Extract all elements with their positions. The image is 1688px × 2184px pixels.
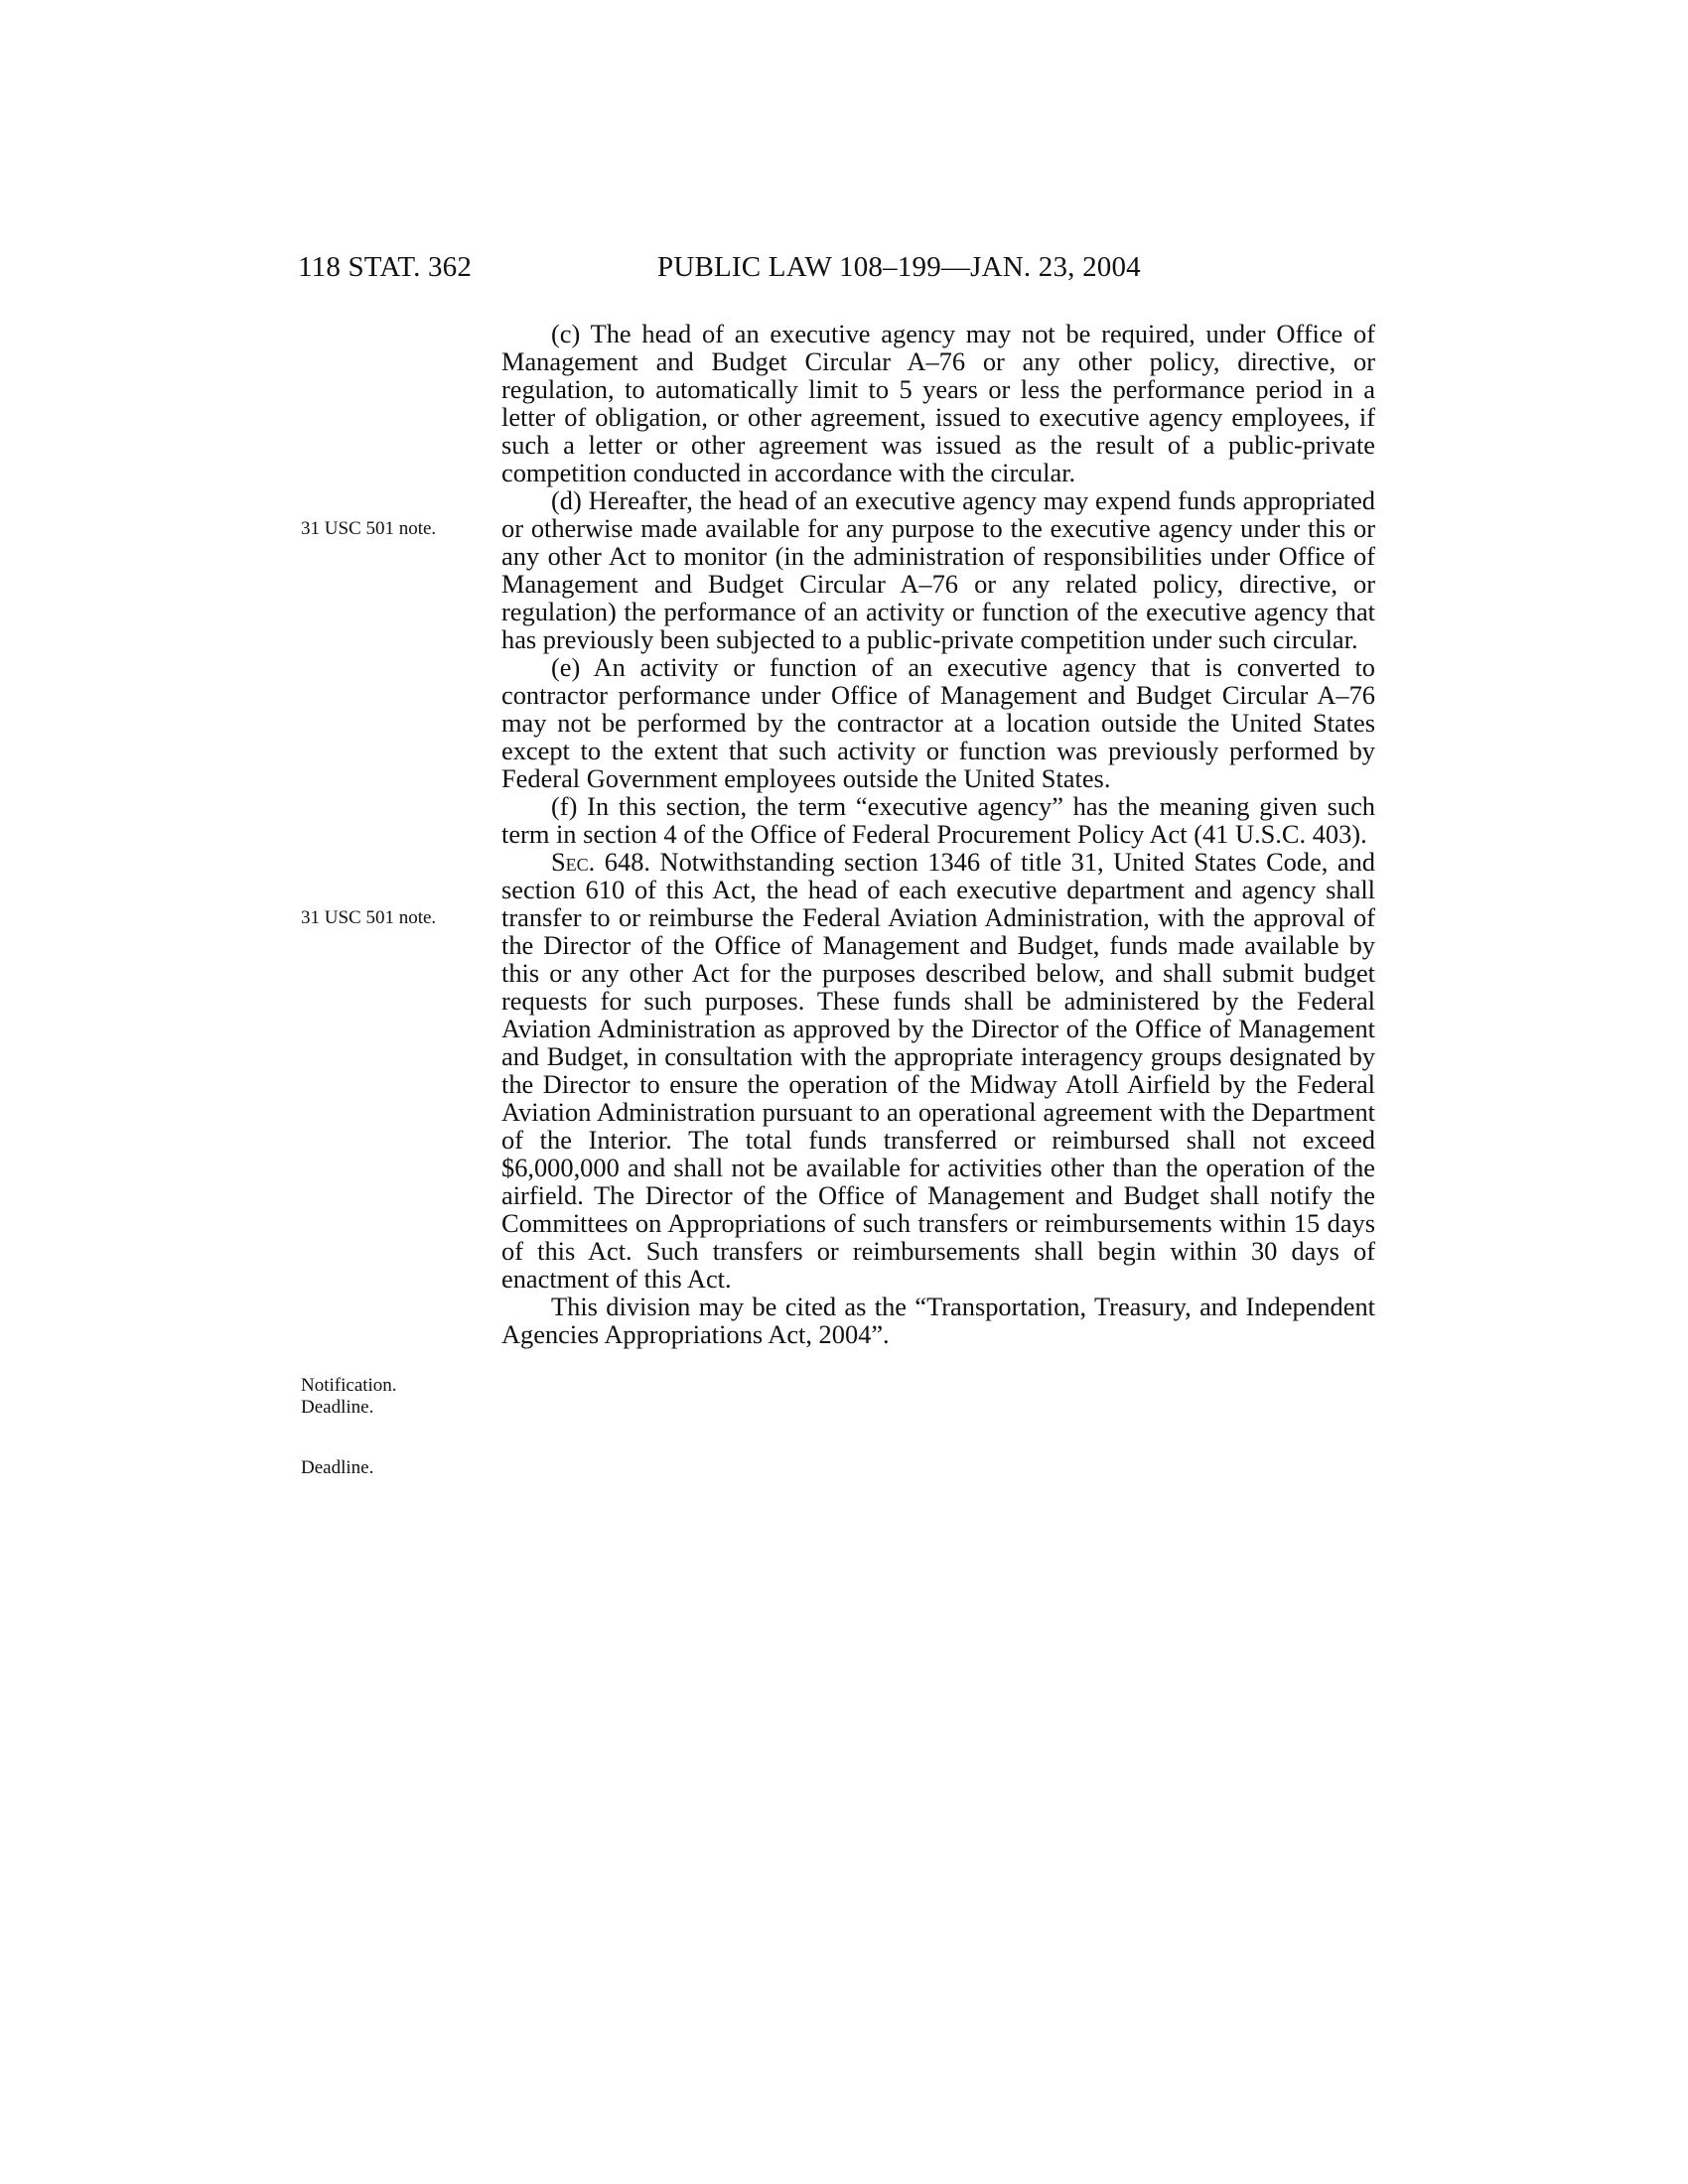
paragraph-d: (d) Hereafter, the head of an executive agency may expend funds appropriated or otherwise made available for any purpose to the executive agency under this or any other Act to monitor (in the administration of responsibilities under Office of Management and Budget Circular A–76 or any related policy, directive, or regulation) the performance of an activity or function of the executive agency that has previously been subjected to a public-private competition under such circular.: [501, 485, 1375, 654]
margin-note-notification: Notification.: [301, 1375, 397, 1396]
section-648: [501, 848, 1375, 1293]
public-law-header: PUBLIC LAW 108–199—JAN. 23, 2004: [657, 251, 1141, 283]
margin-note-deadline-2: Deadline.: [301, 1457, 374, 1478]
paragraph-f: (f) In this section, the term “executive agency” has the meaning given such term in section 4 of the Office of Federal Procurement Policy Act (41 U.S.C. 403).: [501, 791, 1375, 849]
margin-note-notification-deadline: [301, 1375, 397, 1419]
margin-note-usc-f: 31 USC 501 note.: [301, 907, 437, 928]
citation-paragraph: This division may be cited as the “Transportation, Treasury, and Independent Agencies Appropriations Act, 2004”.: [501, 1292, 1375, 1349]
section-648-label: Sec. 648.: [551, 847, 650, 877]
statute-page-number: 118 STAT. 362: [298, 251, 473, 283]
margin-note-deadline: Deadline.: [301, 1397, 374, 1418]
statute-body: [501, 320, 1375, 1348]
section-648-text: Notwithstanding section 1346 of title 31, United States Code, and section 610 of this Act, the head of each executive department and agency shall transfer to or reimburse the Federal Aviation Administration, with the approval of the Director of the Office of Management and Budget, funds made available by this or any other Act for the purposes described below, and shall submit budget requests for such purposes. These funds shall be administered by the Federal Aviation Administration as approved by the Director of the Office of Management and Budget, in consultation with the appropriate interagency groups designated by the Director to ensure the operation of the Midway Atoll Airfield by the Federal Aviation Administration pursuant to an operational agreement with the Department of the Interior. The total funds transferred or reimbursed shall not exceed $6,000,000 and shall not be available for activities other than the operation of the airfield. The Director of the Office of Management and Budget shall notify the Committees on Appropriations of such transfers or reimbursements within 15 days of this Act. Such transfers or reimbursements shall begin within 30 days of enactment of this Act.: [501, 847, 1376, 1294]
margin-note-usc-d: 31 USC 501 note.: [301, 518, 437, 539]
paragraph-c: (c) The head of an executive agency may not be required, under Office of Management and Budget Circular A–76 or any other policy, directive, or regulation, to automatically limit to 5 years or less the performance period in a letter of obligation, or other agreement, issued to executive agency employees, if such a letter or other agreement was issued as the result of a public-private competition conducted in accordance with the circular.: [501, 319, 1375, 487]
paragraph-e: (e) An activity or function of an executive agency that is converted to contractor performance under Office of Management and Budget Circular A–76 may not be performed by the contractor at a location outside the United States except to the extent that such activity or function was previously performed by Federal Government employees outside the United States.: [501, 652, 1375, 793]
